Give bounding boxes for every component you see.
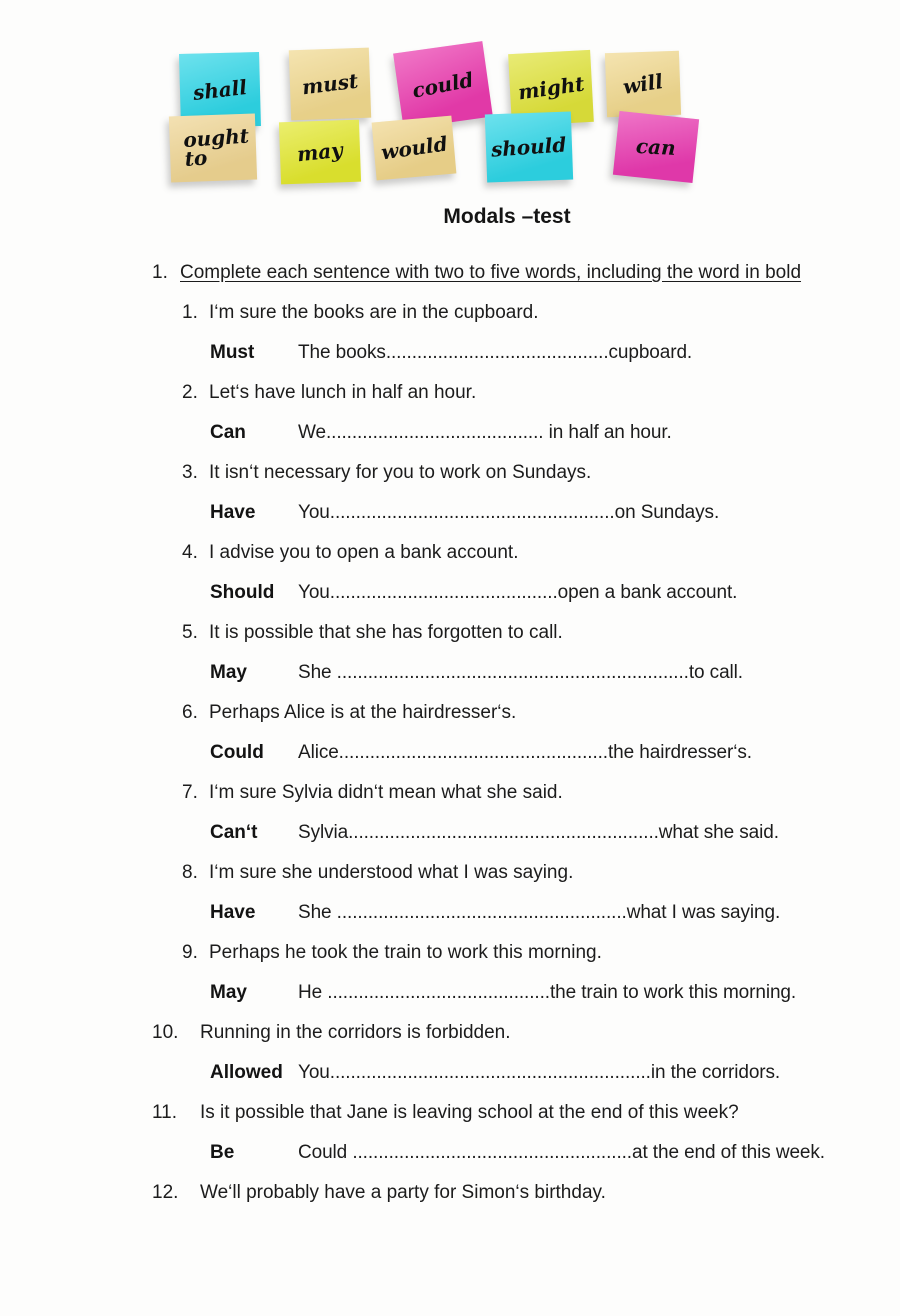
question-9-answer bbox=[152, 973, 862, 1013]
exercise-instruction bbox=[152, 253, 862, 293]
sticky-note-label: ought to bbox=[182, 123, 250, 172]
question-number: 7. bbox=[182, 782, 198, 803]
question-number: 12. bbox=[152, 1182, 179, 1203]
question-7-answer bbox=[152, 813, 862, 853]
question-number: 10. bbox=[152, 1022, 179, 1043]
question-1-sentence bbox=[152, 293, 862, 333]
answer-blank: You..............................................................in the corridors. bbox=[298, 1062, 781, 1083]
question-number: 2. bbox=[182, 382, 198, 403]
answer-blank: Could ......................................................at the end of this week. bbox=[298, 1142, 825, 1163]
page-title: Modals –test bbox=[443, 205, 571, 228]
sticky-note-label: must bbox=[300, 68, 360, 99]
sticky-note-would bbox=[372, 116, 457, 181]
sticky-note-label: should bbox=[490, 131, 568, 162]
question-8-answer bbox=[152, 893, 862, 933]
question-5-answer bbox=[152, 653, 862, 693]
question-6-answer bbox=[152, 733, 862, 773]
answer-blank: She ........................................................what I was saying. bbox=[298, 902, 781, 923]
keyword: Have bbox=[210, 902, 256, 923]
keyword: Can bbox=[210, 422, 246, 443]
sticky-note-may bbox=[279, 120, 361, 185]
question-number: 9. bbox=[182, 942, 198, 963]
sticky-note-label: shall bbox=[191, 74, 249, 105]
worksheet-page bbox=[0, 45, 900, 1213]
question-4-answer bbox=[152, 573, 862, 613]
question-8-sentence bbox=[152, 853, 862, 893]
keyword: Must bbox=[210, 342, 255, 363]
sticky-note-can bbox=[613, 111, 699, 183]
question-2-sentence bbox=[152, 373, 862, 413]
question-text: I advise you to open a bank account. bbox=[209, 542, 519, 563]
question-11-sentence bbox=[152, 1093, 862, 1133]
question-number: 8. bbox=[182, 862, 198, 883]
sticky-note-label: can bbox=[635, 133, 677, 160]
question-number: 3. bbox=[182, 462, 198, 483]
question-number: 11. bbox=[152, 1102, 178, 1123]
answer-blank: You............................................open a bank account. bbox=[298, 582, 738, 603]
question-text: I‘m sure the books are in the cupboard. bbox=[209, 302, 539, 323]
worksheet-content bbox=[152, 205, 862, 1213]
keyword: Could bbox=[210, 742, 264, 763]
sticky-note-label: would bbox=[379, 130, 449, 165]
answer-blank: Sylvia............................................................what she said. bbox=[298, 822, 779, 843]
question-text: I‘m sure Sylvia didn‘t mean what she said. bbox=[209, 782, 563, 803]
question-number: 6. bbox=[182, 702, 198, 723]
question-text: It isn‘t necessary for you to work on Sundays. bbox=[209, 462, 592, 483]
question-number: 4. bbox=[182, 542, 198, 563]
answer-blank: Alice....................................................the hairdresser‘s. bbox=[298, 742, 752, 763]
question-11-answer bbox=[152, 1133, 862, 1173]
keyword: May bbox=[210, 662, 247, 683]
question-3-sentence bbox=[152, 453, 862, 493]
question-text: It is possible that she has forgotten to call. bbox=[209, 622, 563, 643]
sticky-note-will bbox=[605, 51, 681, 118]
question-text: Let‘s have lunch in half an hour. bbox=[209, 382, 477, 403]
question-text: I‘m sure she understood what I was saying. bbox=[209, 862, 574, 883]
question-9-sentence bbox=[152, 933, 862, 973]
answer-blank: We.......................................... in half an hour. bbox=[298, 422, 672, 443]
sticky-note-label: will bbox=[621, 68, 665, 99]
question-1-answer bbox=[152, 333, 862, 373]
question-12-sentence bbox=[152, 1173, 862, 1213]
sticky-note-label: might bbox=[516, 70, 586, 105]
keyword: May bbox=[210, 982, 247, 1003]
question-number: 5. bbox=[182, 622, 198, 643]
keyword: Be bbox=[210, 1142, 235, 1163]
modal-verbs-sticky-notes bbox=[168, 45, 728, 193]
question-3-answer bbox=[152, 493, 862, 533]
answer-blank: She ....................................................................to call. bbox=[298, 662, 743, 683]
question-text: Is it possible that Jane is leaving school at the end of this week? bbox=[200, 1102, 739, 1123]
sticky-note-should bbox=[485, 112, 573, 183]
keyword: Can‘t bbox=[210, 822, 258, 843]
sticky-note-label: could bbox=[410, 66, 476, 103]
question-7-sentence bbox=[152, 773, 862, 813]
question-4-sentence bbox=[152, 533, 862, 573]
keyword: Should bbox=[210, 582, 275, 603]
keyword: Have bbox=[210, 502, 256, 523]
question-6-sentence bbox=[152, 693, 862, 733]
question-10-sentence bbox=[152, 1013, 862, 1053]
exercise-number: 1. bbox=[152, 262, 168, 283]
question-5-sentence bbox=[152, 613, 862, 653]
question-10-answer bbox=[152, 1053, 862, 1093]
question-2-answer bbox=[152, 413, 862, 453]
question-number: 1. bbox=[182, 302, 198, 323]
exercise-instruction-text: Complete each sentence with two to five words, including the word in bold bbox=[180, 262, 802, 283]
question-text: Perhaps he took the train to work this morning. bbox=[209, 942, 602, 963]
answer-blank: You.......................................................on Sundays. bbox=[298, 502, 720, 523]
sticky-note-ought-to bbox=[169, 114, 257, 183]
keyword: Allowed bbox=[210, 1062, 283, 1083]
question-text: We‘ll probably have a party for Simon‘s birthday. bbox=[200, 1182, 606, 1203]
answer-blank: The books...........................................cupboard. bbox=[298, 342, 693, 363]
sticky-note-must bbox=[289, 48, 371, 121]
question-text: Perhaps Alice is at the hairdresser‘s. bbox=[209, 702, 517, 723]
answer-blank: He ...........................................the train to work this morning. bbox=[298, 982, 797, 1003]
sticky-note-label: may bbox=[295, 137, 344, 166]
question-text: Running in the corridors is forbidden. bbox=[200, 1022, 511, 1043]
